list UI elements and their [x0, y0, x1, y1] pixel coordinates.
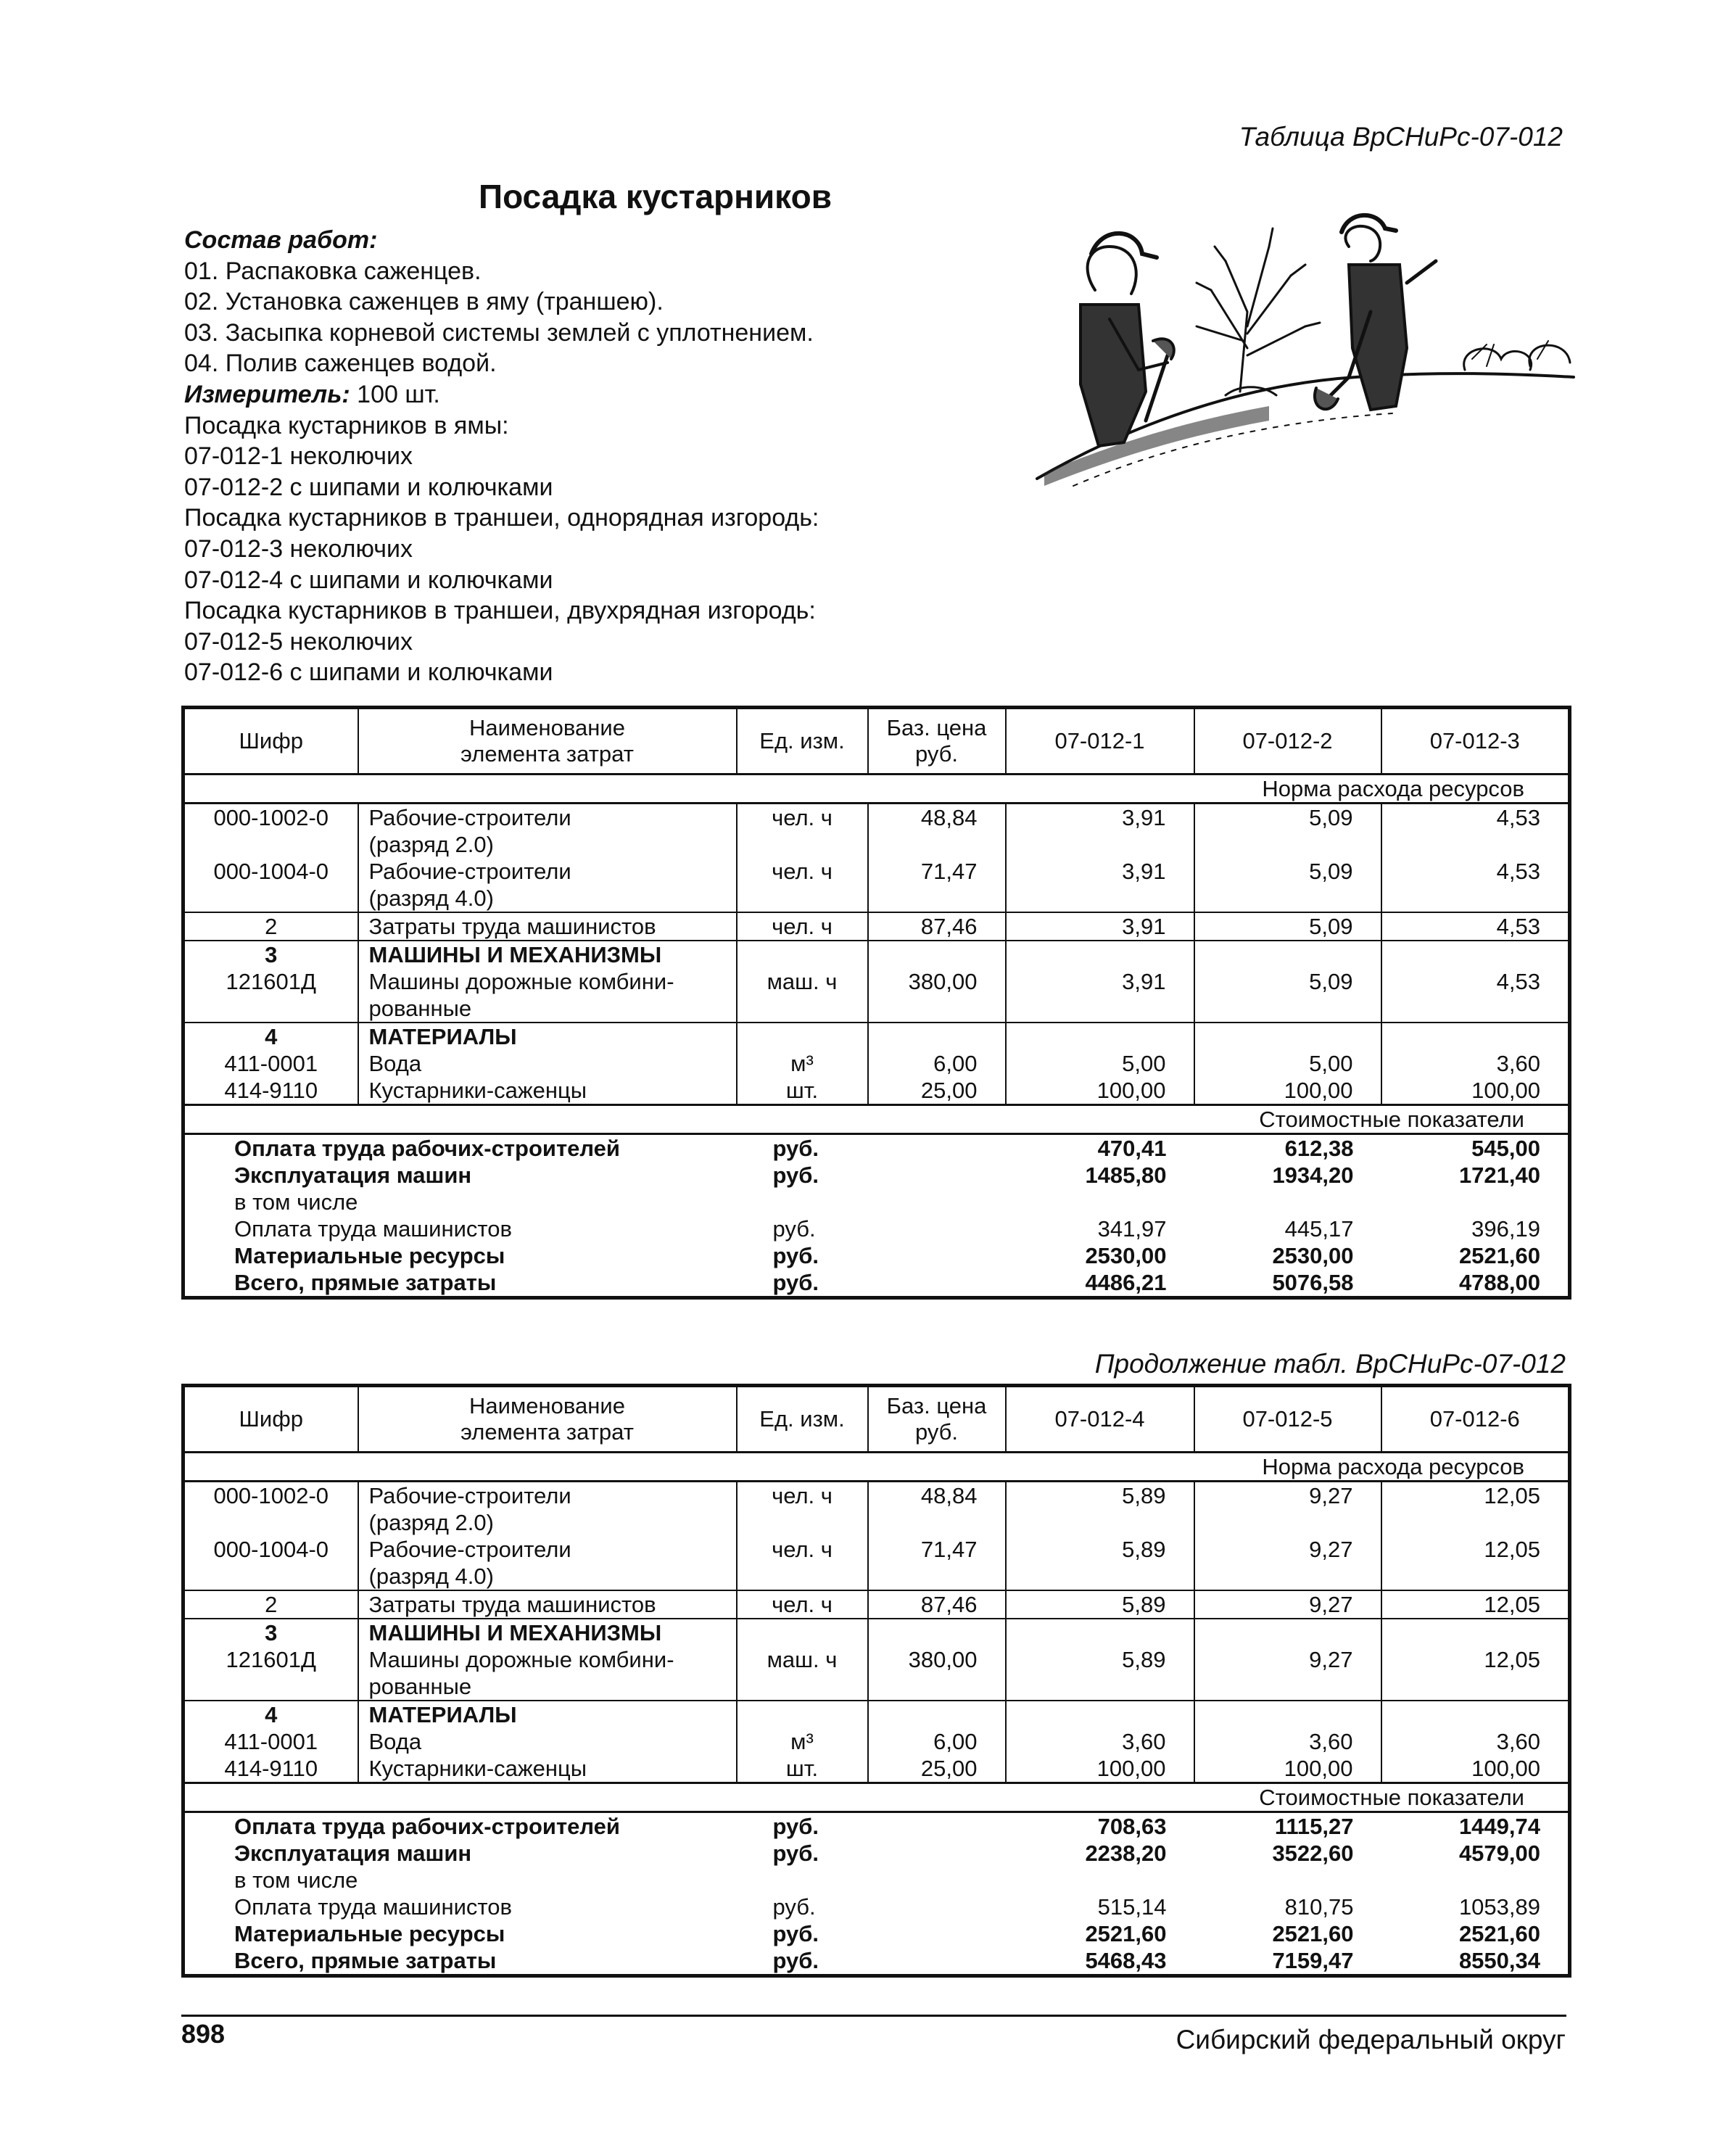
- cell-price: [868, 1840, 1006, 1867]
- cell-value: 100,00: [1194, 1077, 1381, 1105]
- cell-value: 4,53: [1381, 968, 1570, 1023]
- cell-value: 5,89: [1006, 1590, 1194, 1619]
- cell-value: 5,00: [1006, 1050, 1194, 1077]
- work-line: Посадка кустарников в траншеи, однорядная изгородь:: [184, 504, 819, 532]
- summary-empty: [737, 1189, 1570, 1215]
- cell-unit: чел. ч: [737, 804, 868, 859]
- header-col: 07-012-5: [1194, 1386, 1381, 1453]
- summary-value: 1721,40: [1458, 1162, 1540, 1188]
- cell-value: 100,00: [1194, 1755, 1381, 1783]
- cell-code: 000-1004-0: [183, 1536, 358, 1590]
- table-row: [183, 1023, 1570, 1050]
- cell-price: 71,47: [868, 1536, 1006, 1590]
- cell-value: 3,60: [1006, 1728, 1194, 1755]
- table-row: [183, 1590, 1570, 1619]
- cell-name: МАТЕРИАЛЫ: [358, 1701, 737, 1728]
- cell-price: [868, 1023, 1006, 1050]
- cell-code: 121601Д: [183, 968, 358, 1023]
- work-line: 07-012-5 неколючих: [184, 627, 413, 656]
- header-name: [358, 708, 737, 775]
- resource-table-1: [181, 706, 1571, 1300]
- cell-value: [1194, 1619, 1381, 1646]
- cell-unit: [737, 1701, 868, 1728]
- cell-value: 9,27: [1194, 1590, 1381, 1619]
- cell-code: 2: [183, 1590, 358, 1619]
- cell-price: 87,46: [868, 1590, 1006, 1619]
- work-line: 07-012-3 неколючих: [184, 534, 413, 563]
- cell-value: 100,00: [1006, 1755, 1194, 1783]
- cell-code: 411-0001: [183, 1050, 358, 1077]
- cell-price: 6,00: [868, 1728, 1006, 1755]
- table-row: [183, 858, 1570, 912]
- cell-price: 380,00: [868, 968, 1006, 1023]
- cell-value: 3,60: [1381, 1050, 1570, 1077]
- measure-label: Измеритель:: [184, 380, 350, 408]
- cell-price: [868, 941, 1006, 968]
- work-line: 07-012-1 неколючих: [184, 442, 413, 471]
- summary-value: 708,63: [1097, 1814, 1167, 1839]
- cell-code: 3: [183, 941, 358, 968]
- summary-value: 2238,20: [1085, 1841, 1167, 1866]
- cell-price: 48,84: [868, 1482, 1006, 1537]
- cell-value: 5,89: [1006, 1482, 1194, 1537]
- header-price: [868, 1386, 1006, 1453]
- summary-value: 515,14: [1097, 1894, 1167, 1920]
- summary-name: в том числе: [234, 1189, 358, 1215]
- summary-value: 2521,60: [1085, 1921, 1167, 1946]
- header-col: 07-012-3: [1381, 708, 1570, 775]
- measure-value: 100 шт.: [350, 380, 440, 408]
- summary-value: 470,41: [1097, 1136, 1167, 1161]
- header-unit: Ед. изм.: [737, 1386, 868, 1453]
- section-row: [183, 1783, 1570, 1812]
- cell-name: [358, 1482, 737, 1537]
- summary-row: [183, 1812, 1570, 1841]
- table-row: [183, 1701, 1570, 1728]
- summary-unit: руб.: [772, 1162, 819, 1188]
- header-price-line: Баз. цена: [886, 715, 987, 740]
- work-step: 03. Засыпка корневой системы землей с уплотнением.: [184, 318, 814, 347]
- summary-row: [183, 1134, 1570, 1162]
- right-gardener-figure: [1315, 215, 1436, 410]
- summary-unit: руб.: [772, 1894, 816, 1920]
- resource-table-2: [181, 1384, 1571, 1978]
- table-row: [183, 1728, 1570, 1755]
- summary-row: [183, 1189, 1570, 1215]
- summary-value: 612,38: [1284, 1136, 1354, 1161]
- summary-unit: руб.: [772, 1216, 816, 1242]
- cell-price: [868, 1215, 1006, 1242]
- cell-code: 4: [183, 1023, 358, 1050]
- header-code: Шифр: [183, 1386, 358, 1453]
- page-title: Посадка кустарников: [479, 178, 832, 215]
- cell-price: 87,46: [868, 912, 1006, 941]
- cell-value: 100,00: [1006, 1077, 1194, 1105]
- cell-name-line: Машины дорожные комбини-: [368, 1647, 674, 1672]
- cell-price: 48,84: [868, 804, 1006, 859]
- cell-unit: [737, 1023, 868, 1050]
- work-step: 01. Распаковка саженцев.: [184, 257, 482, 285]
- cell-code: 411-0001: [183, 1728, 358, 1755]
- cell-code: 414-9110: [183, 1755, 358, 1783]
- summary-row: [183, 1893, 1570, 1920]
- header-price-line: Баз. цена: [886, 1393, 987, 1418]
- summary-unit: руб.: [772, 1814, 819, 1839]
- cell-value: 5,00: [1194, 1050, 1381, 1077]
- page-number: 898: [181, 2019, 226, 2049]
- summary-name: Оплата труда рабочих-строителей: [234, 1136, 620, 1161]
- summary-name: Материальные ресурсы: [234, 1243, 505, 1268]
- cell-unit: чел. ч: [737, 858, 868, 912]
- cell-name-line: Рабочие-строители: [368, 805, 571, 830]
- summary-value: 1449,74: [1458, 1814, 1540, 1839]
- header-price: [868, 708, 1006, 775]
- cell-value: [1006, 1023, 1194, 1050]
- cell-value: [1006, 1701, 1194, 1728]
- work-step: 04. Полив саженцев водой.: [184, 350, 497, 378]
- summary-value: 5076,58: [1272, 1270, 1354, 1295]
- summary-value: 4788,00: [1458, 1270, 1540, 1295]
- cell-value: 5,09: [1194, 968, 1381, 1023]
- cell-value: [1006, 941, 1194, 968]
- cell-name: Кустарники-саженцы: [358, 1755, 737, 1783]
- summary-row: [183, 1215, 1570, 1242]
- summary-value: 1485,80: [1085, 1162, 1167, 1188]
- cell-unit: маш. ч: [737, 1646, 868, 1701]
- cell-code: 000-1004-0: [183, 858, 358, 912]
- cell-price: [868, 1242, 1006, 1269]
- cell-price: 380,00: [868, 1646, 1006, 1701]
- summary-value: 810,75: [1284, 1894, 1354, 1920]
- table-row: [183, 1646, 1570, 1701]
- cell-price: 25,00: [868, 1077, 1006, 1105]
- cell-name-line: (разряд 2.0): [368, 832, 494, 857]
- footer-divider: [181, 2015, 1566, 2017]
- cell-name: [358, 968, 737, 1023]
- cell-unit: [737, 1619, 868, 1646]
- header-name: [358, 1386, 737, 1453]
- cell-value: [1381, 1023, 1570, 1050]
- summary-name: Эксплуатация машин: [234, 1841, 472, 1866]
- table-row: [183, 1755, 1570, 1783]
- cell-unit: чел. ч: [737, 1590, 868, 1619]
- section-label: Норма расхода ресурсов: [183, 1453, 1570, 1482]
- summary-row: [183, 1947, 1570, 1976]
- summary-name: Эксплуатация машин: [234, 1162, 472, 1188]
- cell-value: [1006, 1619, 1194, 1646]
- cell-value: [1381, 941, 1570, 968]
- small-shrubs: [1464, 341, 1570, 370]
- gardeners-illustration: [1030, 203, 1581, 508]
- cell-price: 25,00: [868, 1755, 1006, 1783]
- summary-value: 4486,21: [1085, 1270, 1167, 1295]
- header-name-line: Наименование: [469, 1393, 625, 1418]
- work-line: 07-012-2 с шипами и колючками: [184, 473, 553, 501]
- cell-name-line: рованные: [368, 1674, 472, 1699]
- cell-value: 100,00: [1381, 1755, 1570, 1783]
- cell-name: МАТЕРИАЛЫ: [358, 1023, 737, 1050]
- section-label: Стоимостные показатели: [183, 1105, 1570, 1134]
- summary-value: 5468,43: [1085, 1948, 1167, 1973]
- work-line: 07-012-6 с шипами и колючками: [184, 658, 553, 687]
- summary-unit: руб.: [772, 1243, 819, 1268]
- summary-unit: руб.: [772, 1136, 819, 1161]
- cell-name-line: рованные: [368, 996, 472, 1021]
- cell-value: 5,09: [1194, 804, 1381, 859]
- summary-name: Всего, прямые затраты: [234, 1270, 497, 1295]
- summary-value: 1934,20: [1272, 1162, 1354, 1188]
- summary-name: Оплата труда машинистов: [234, 1216, 512, 1242]
- summary-name: в том числе: [234, 1867, 358, 1893]
- cell-value: 12,05: [1381, 1482, 1570, 1537]
- table-row: [183, 1619, 1570, 1646]
- section-row: [183, 1453, 1570, 1482]
- work-lead: Состав работ:: [184, 226, 378, 254]
- cell-name: МАШИНЫ И МЕХАНИЗМЫ: [358, 941, 737, 968]
- summary-value: 1053,89: [1458, 1894, 1540, 1920]
- summary-row: [183, 1162, 1570, 1189]
- header-name-line: Наименование: [469, 715, 625, 740]
- cell-value: 12,05: [1381, 1590, 1570, 1619]
- summary-row: [183, 1840, 1570, 1867]
- cell-name: Кустарники-саженцы: [358, 1077, 737, 1105]
- summary-value: 2530,00: [1272, 1243, 1354, 1268]
- cell-value: 12,05: [1381, 1646, 1570, 1701]
- cell-unit: м³: [737, 1728, 868, 1755]
- cell-unit: [737, 941, 868, 968]
- continuation-label: Продолжение табл. ВрСНиРс-07-012: [1094, 1349, 1566, 1379]
- cell-price: [868, 1134, 1006, 1162]
- summary-value: 545,00: [1471, 1136, 1540, 1161]
- cell-value: 9,27: [1194, 1646, 1381, 1701]
- cell-code: 121601Д: [183, 1646, 358, 1701]
- header-name-line: элемента затрат: [460, 1419, 634, 1445]
- section-row: [183, 1105, 1570, 1134]
- cell-unit: м³: [737, 1050, 868, 1077]
- header-price-line: руб.: [914, 741, 959, 767]
- cell-name: Затраты труда машинистов: [358, 1590, 737, 1619]
- cell-unit: чел. ч: [737, 1536, 868, 1590]
- cell-name: [358, 1536, 737, 1590]
- cell-price: [868, 1812, 1006, 1841]
- header-col: 07-012-2: [1194, 708, 1381, 775]
- header-col: 07-012-6: [1381, 1386, 1570, 1453]
- cell-value: [1194, 941, 1381, 968]
- cell-value: 5,89: [1006, 1646, 1194, 1701]
- cell-value: 3,91: [1006, 968, 1194, 1023]
- cell-unit: шт.: [737, 1755, 868, 1783]
- header-col: 07-012-4: [1006, 1386, 1194, 1453]
- cell-name: [358, 858, 737, 912]
- table-row: [183, 1077, 1570, 1105]
- cell-price: [868, 1619, 1006, 1646]
- summary-value: 2521,60: [1458, 1243, 1540, 1268]
- cell-name-line: Рабочие-строители: [368, 1537, 571, 1562]
- summary-value: 445,17: [1284, 1216, 1354, 1242]
- summary-unit: руб.: [772, 1948, 819, 1973]
- measure-line: [184, 379, 819, 410]
- work-line: Посадка кустарников в ямы:: [184, 411, 509, 439]
- summary-value: 8550,34: [1458, 1948, 1540, 1973]
- section-label: Стоимостные показатели: [183, 1783, 1570, 1812]
- work-line: 07-012-4 с шипами и колючками: [184, 566, 553, 594]
- table-row: [183, 1482, 1570, 1537]
- cell-price: 6,00: [868, 1050, 1006, 1077]
- summary-name: Оплата труда машинистов: [234, 1894, 512, 1920]
- table-header-row: [183, 1386, 1570, 1453]
- work-step: 02. Установка саженцев в яму (траншею).: [184, 288, 664, 316]
- cell-value: 3,91: [1006, 804, 1194, 859]
- cell-name: Вода: [358, 1050, 737, 1077]
- cell-value: 4,53: [1381, 858, 1570, 912]
- cell-price: [868, 1162, 1006, 1189]
- header-name-line: элемента затрат: [460, 741, 634, 767]
- cell-code: 3: [183, 1619, 358, 1646]
- header-code: Шифр: [183, 708, 358, 775]
- table-id: Таблица ВрСНиРс-07-012: [1239, 122, 1563, 152]
- cell-price: 71,47: [868, 858, 1006, 912]
- cell-value: 5,89: [1006, 1536, 1194, 1590]
- cell-value: 3,60: [1381, 1728, 1570, 1755]
- cell-value: 12,05: [1381, 1536, 1570, 1590]
- cell-unit: чел. ч: [737, 912, 868, 941]
- cell-name: МАШИНЫ И МЕХАНИЗМЫ: [358, 1619, 737, 1646]
- summary-value: 1115,27: [1274, 1814, 1354, 1839]
- table-row: [183, 1050, 1570, 1077]
- cell-value: 9,27: [1194, 1536, 1381, 1590]
- cell-code: 4: [183, 1701, 358, 1728]
- cell-name-line: (разряд 2.0): [368, 1510, 494, 1535]
- work-line: Посадка кустарников в траншеи, двухрядная изгородь:: [184, 597, 816, 625]
- cell-name: Вода: [358, 1728, 737, 1755]
- cell-value: 3,91: [1006, 858, 1194, 912]
- summary-value: 341,97: [1097, 1216, 1167, 1242]
- table-row: [183, 941, 1570, 968]
- cell-code: 2: [183, 912, 358, 941]
- header-unit: Ед. изм.: [737, 708, 868, 775]
- cell-name-line: Машины дорожные комбини-: [368, 969, 674, 994]
- cell-name: [358, 804, 737, 859]
- cell-value: 4,53: [1381, 912, 1570, 941]
- summary-value: 396,19: [1471, 1216, 1540, 1242]
- cell-value: 5,09: [1194, 912, 1381, 941]
- summary-value: 2521,60: [1272, 1921, 1354, 1946]
- cell-value: [1194, 1023, 1381, 1050]
- table-row: [183, 804, 1570, 859]
- summary-unit: руб.: [772, 1270, 819, 1295]
- cell-name: Затраты труда машинистов: [358, 912, 737, 941]
- cell-unit: шт.: [737, 1077, 868, 1105]
- cell-code: 414-9110: [183, 1077, 358, 1105]
- cell-value: 9,27: [1194, 1482, 1381, 1537]
- cell-value: [1194, 1701, 1381, 1728]
- summary-value: 3522,60: [1272, 1841, 1354, 1866]
- shrub-figure: [1197, 228, 1320, 395]
- left-gardener-figure: [1081, 234, 1174, 446]
- summary-value: 7159,47: [1272, 1948, 1354, 1973]
- cell-price: [868, 1269, 1006, 1298]
- cell-value: [1381, 1701, 1570, 1728]
- cell-code: 000-1002-0: [183, 1482, 358, 1537]
- cell-value: [1381, 1619, 1570, 1646]
- table-row: [183, 968, 1570, 1023]
- cell-code: 000-1002-0: [183, 804, 358, 859]
- cell-value: 5,09: [1194, 858, 1381, 912]
- summary-name: Всего, прямые затраты: [234, 1948, 497, 1973]
- summary-row: [183, 1242, 1570, 1269]
- table-row: [183, 912, 1570, 941]
- table-row: [183, 1536, 1570, 1590]
- cell-price: [868, 1947, 1006, 1976]
- cell-value: 100,00: [1381, 1077, 1570, 1105]
- cell-price: [868, 1893, 1006, 1920]
- cell-unit: чел. ч: [737, 1482, 868, 1537]
- cell-name-line: (разряд 4.0): [368, 885, 494, 911]
- table-header-row: [183, 708, 1570, 775]
- cell-name-line: (разряд 4.0): [368, 1564, 494, 1589]
- summary-name: Материальные ресурсы: [234, 1921, 505, 1946]
- cell-name: [358, 1646, 737, 1701]
- summary-unit: руб.: [772, 1921, 819, 1946]
- summary-value: 2530,00: [1085, 1243, 1167, 1268]
- footer-region: Сибирский федеральный округ: [1176, 2025, 1566, 2054]
- cell-value: 3,60: [1194, 1728, 1381, 1755]
- summary-unit: руб.: [772, 1841, 819, 1866]
- summary-empty: [737, 1867, 1570, 1893]
- summary-row: [183, 1269, 1570, 1298]
- cell-value: 3,91: [1006, 912, 1194, 941]
- header-price-line: руб.: [914, 1419, 959, 1445]
- header-col: 07-012-1: [1006, 708, 1194, 775]
- cell-name-line: Рабочие-строители: [368, 1483, 571, 1508]
- cell-value: 4,53: [1381, 804, 1570, 859]
- summary-name: Оплата труда рабочих-строителей: [234, 1814, 620, 1839]
- work-composition: [184, 225, 819, 688]
- cell-unit: маш. ч: [737, 968, 868, 1023]
- cell-price: [868, 1920, 1006, 1947]
- section-label: Норма расхода ресурсов: [183, 775, 1570, 804]
- summary-value: 4579,00: [1458, 1841, 1540, 1866]
- summary-row: [183, 1920, 1570, 1947]
- cell-name-line: Рабочие-строители: [368, 859, 571, 884]
- section-row: [183, 775, 1570, 804]
- cell-price: [868, 1701, 1006, 1728]
- summary-value: 2521,60: [1458, 1921, 1540, 1946]
- summary-row: [183, 1867, 1570, 1893]
